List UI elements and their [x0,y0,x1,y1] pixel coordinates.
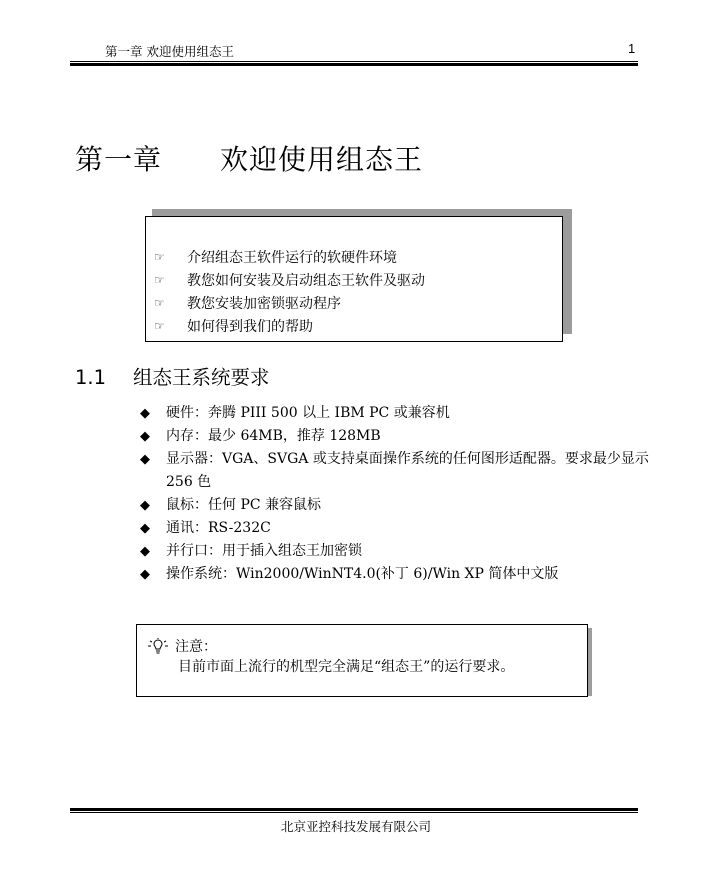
header-rule-thick [70,63,638,66]
list-item: ◆ 操作系统：Win2000/WinNT4.0(补丁 6)/Win XP 简体中文版 [140,563,650,586]
summary-item: ☞ 介绍组态王软件运行的软硬件环境 [154,249,397,266]
section-title: 组态王系统要求 [133,366,270,389]
diamond-icon: ◆ [140,544,150,559]
chapter-title [75,138,423,178]
section-heading [75,362,270,390]
list-item: ◆ 内存：最少 64MB，推荐 128MB [140,425,650,448]
chapter-number: 第一章 [75,143,163,176]
footer-rule-thin [70,812,638,813]
pointing-hand-icon: ☞ [154,318,165,333]
diamond-icon: ◆ [140,567,150,582]
header-rule-thin [70,61,638,62]
summary-item: ☞ 如何得到我们的帮助 [154,318,313,335]
page-footer: 北京亚控科技发展有限公司 [280,819,431,834]
list-item: ◆ 并行口：用于插入组态王加密锁 [140,540,650,563]
requirements-list [140,402,650,586]
page-number: 1 [628,41,636,56]
lightbulb-icon [147,638,169,654]
diamond-icon: ◆ [140,406,150,421]
note-text: 目前市面上流行的机型完全满足“组态王”的运行要求。 [178,659,515,675]
pointing-hand-icon: ☞ [154,249,165,264]
footer-rule-thick [70,808,638,811]
diamond-icon: ◆ [140,498,150,513]
pointing-hand-icon: ☞ [154,272,165,287]
pointing-hand-icon: ☞ [154,295,165,310]
note-header [147,636,217,656]
summary-box [145,216,563,342]
list-item: ◆ 通讯：RS-232C [140,517,650,540]
list-item: ◆ 硬件：奔腾 PIII 500 以上 IBM PC 或兼容机 [140,402,650,425]
chapter-name: 欢迎使用组态王 [220,143,424,176]
header-chapter: 第一章 欢迎使用组态王 [105,44,234,59]
list-item: ◆ 鼠标：任何 PC 兼容鼠标 [140,494,650,517]
list-item: ◆ 显示器：VGA、SVGA 或支持桌面操作系统的任何图形适配器。要求最少显示 256 色 [140,448,650,494]
section-number: 1.1 [75,366,107,389]
note-box [136,624,588,697]
summary-item: ☞ 教您如何安装及启动组态王软件及驱动 [154,272,425,289]
diamond-icon: ◆ [140,429,150,444]
summary-item: ☞ 教您安装加密锁驱动程序 [154,295,341,312]
note-label: 注意： [175,639,217,655]
diamond-icon: ◆ [140,452,150,467]
summary-list [154,245,425,337]
diamond-icon: ◆ [140,521,150,536]
